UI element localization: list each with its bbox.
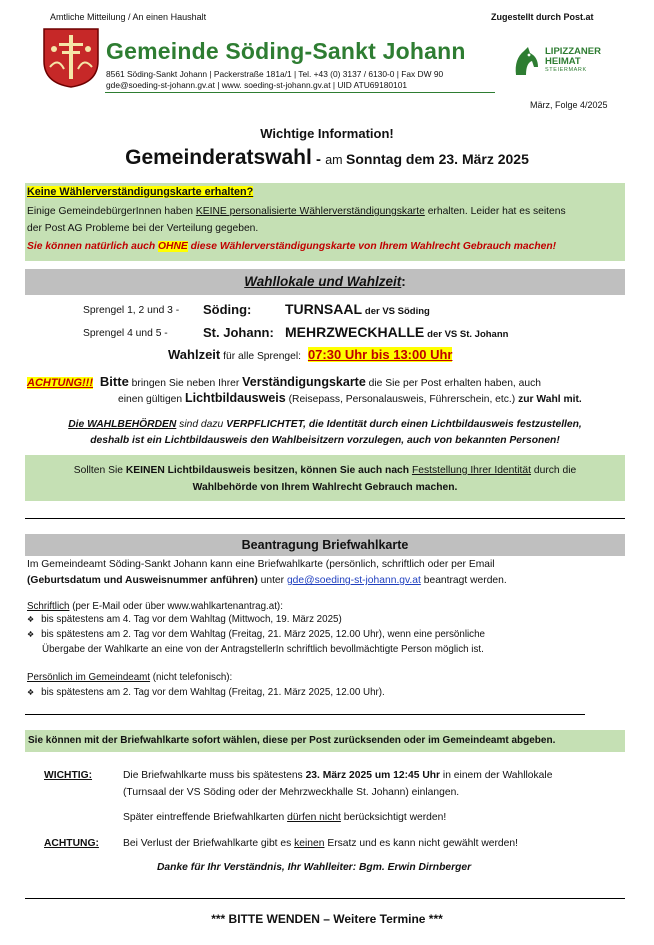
personal-heading: Persönlich im Gemeindeamt (nicht telefonisch):	[27, 672, 233, 683]
thanks-signature: Danke für Ihr Verständnis, Ihr Wahlleiter: Bgm. Erwin Dirnberger	[157, 862, 472, 873]
pre-headline: Wichtige Information!	[260, 126, 394, 141]
delivery-note: Amtliche Mitteilung / An einen Haushalt	[50, 12, 207, 22]
written-item-1: ❖ bis spätestens am 4. Tag vor dem Wahltag (Mittwoch, 19. März 2025)	[27, 614, 342, 625]
authority-line-2: deshalb ist ein Lichtbildausweis den Wahlbeisitzern vorzulegen, auch von bekannten Personen!	[90, 435, 560, 446]
written-item-2-cont: Übergabe der Wahlkarte an eine von der AntragstellerIn schriftlich bevollmächtigte Person möglich ist.	[42, 644, 484, 655]
postal-green-note: Sie können mit der Briefwahlkarte sofort wählen, diese per Post zurücksenden oder im Gemeindeamt abgeben.	[25, 730, 625, 752]
brand-line-3: STEIERMARK	[545, 67, 587, 73]
attention-line-1: ACHTUNG!!! Bitte bringen Sie neben Ihrer Verständigungskarte die Sie per Post erhalten haben, auch	[27, 374, 541, 389]
important-label: WICHTIG:	[44, 770, 93, 781]
notice-text-2: der Post AG Probleme bei der Verteilung gegeben.	[27, 223, 259, 234]
loss-warning: Bei Verlust der Briefwahlkarte gibt es keinen Ersatz und es kann nicht gewählt werden!	[123, 838, 518, 849]
sprengel-2-label: Sprengel 4 und 5 -	[83, 328, 168, 339]
personal-item-1: ❖ bis spätestens am 2. Tag vor dem Wahltag (Freitag, 21. März 2025, 12.00 Uhr).	[27, 687, 385, 698]
notice-heading: Keine Wählerverständigungskarte erhalten?	[27, 186, 254, 198]
polling-heading-bar: Wahllokale und Wahlzeit:	[25, 269, 625, 295]
brand-line-2: HEIMAT	[545, 56, 581, 67]
email-link[interactable]: gde@soeding-st-johann.gv.at	[286, 575, 421, 586]
important-text-1: Die Briefwahlkarte muss bis spätestens 23. März 2025 um 12:45 Uhr in einem der Wahllokale	[123, 770, 553, 781]
postal-heading-bar: Beantragung Briefwahlkarte	[25, 534, 625, 556]
issue-number: März, Folge 4/2025	[530, 100, 608, 110]
footer-turn-over: *** BITTE WENDEN – Weitere Termine ***	[211, 912, 443, 926]
coat-of-arms-icon	[42, 27, 100, 89]
contact-line: gde@soeding-st-johann.gv.at | www. soeding-st-johann.gv.at | UID ATU69180101	[106, 80, 408, 90]
election-date: Sonntag dem 23. März 2025	[346, 151, 529, 167]
written-heading: Schriftlich (per E-Mail oder über www.wahlkartenantrag.at):	[27, 601, 283, 612]
important-text-3: Später eintreffende Briefwahlkarten dürfen nicht berücksichtigt werden!	[123, 812, 447, 823]
headline: Gemeinderatswahl - am Sonntag dem 23. März 2025	[125, 146, 529, 169]
polling-time: Wahlzeit für alle Sprengel: 07:30 Uhr bis 13:00 Uhr	[168, 347, 453, 362]
postal-intro-1: Im Gemeindeamt Söding-Sankt Johann kann eine Briefwahlkarte (persönlich, schriftlich oder per Email	[27, 559, 495, 570]
sprengel-2-venue: MEHRZWECKHALLE der VS St. Johann	[285, 324, 509, 340]
postal-intro-2: (Geburtsdatum und Ausweisnummer anführen) unter gde@soeding-st-johann.gv.at beantragt werden.	[27, 575, 507, 586]
sprengel-1-venue: TURNSAAL der VS Söding	[285, 301, 430, 317]
sprengel-1-label: Sprengel 1, 2 und 3 -	[83, 305, 180, 316]
important-text-2: (Turnsaal der VS Söding oder der Mehrzweckhalle St. Johann) einlangen.	[123, 787, 460, 798]
authority-line-1: Die WAHLBEHÖRDEN sind dazu VERPFLICHTET, die Identität durch einen Lichtbildausweis festzustellen,	[68, 419, 582, 430]
notice-text-1: Einige GemeindebürgerInnen haben KEINE personalisierte Wählerverständigungskarte erhalten. Leider hat es seitens	[27, 206, 566, 217]
postal-note: Zugestellt durch Post.at	[491, 12, 594, 22]
address-line: 8561 Söding-Sankt Johann | Packerstraße 181a/1 | Tel. +43 (0) 3137 / 6130-0 | Fax DW 90	[106, 69, 444, 79]
no-id-notice: Sollten Sie KEINEN Lichtbildausweis besitzen, können Sie auch nach Feststellung Ihrer Identität durch die Wahlbehörde von Ihrem Wahlrecht Gebrauch machen.	[25, 455, 625, 501]
attention-label-2: ACHTUNG:	[44, 838, 99, 849]
written-item-2: ❖ bis spätestens am 2. Tag vor dem Wahltag (Freitag, 21. März 2025, 12.00 Uhr), wenn eine persönliche	[27, 629, 485, 640]
headline-main: Gemeinderatswahl	[125, 146, 312, 169]
horse-logo-icon	[512, 45, 542, 77]
brand-line-1: LIPIZZANER	[545, 46, 601, 57]
sprengel-1-place: Söding:	[203, 302, 252, 317]
attention-line-2: einen gültigen Lichtbildausweis (Reisepass, Personalausweis, Führerschein, etc.) zur Wahl mit.	[118, 391, 582, 405]
polling-time-value: 07:30 Uhr bis 13:00 Uhr	[307, 347, 453, 362]
notice-text-3: Sie können natürlich auch OHNE diese Wählerverständigungskarte von Ihrem Wahlrecht Gebrauch machen!	[27, 241, 557, 252]
municipality-title: Gemeinde Söding-Sankt Johann	[106, 38, 466, 64]
sprengel-2-place: St. Johann:	[203, 325, 274, 340]
